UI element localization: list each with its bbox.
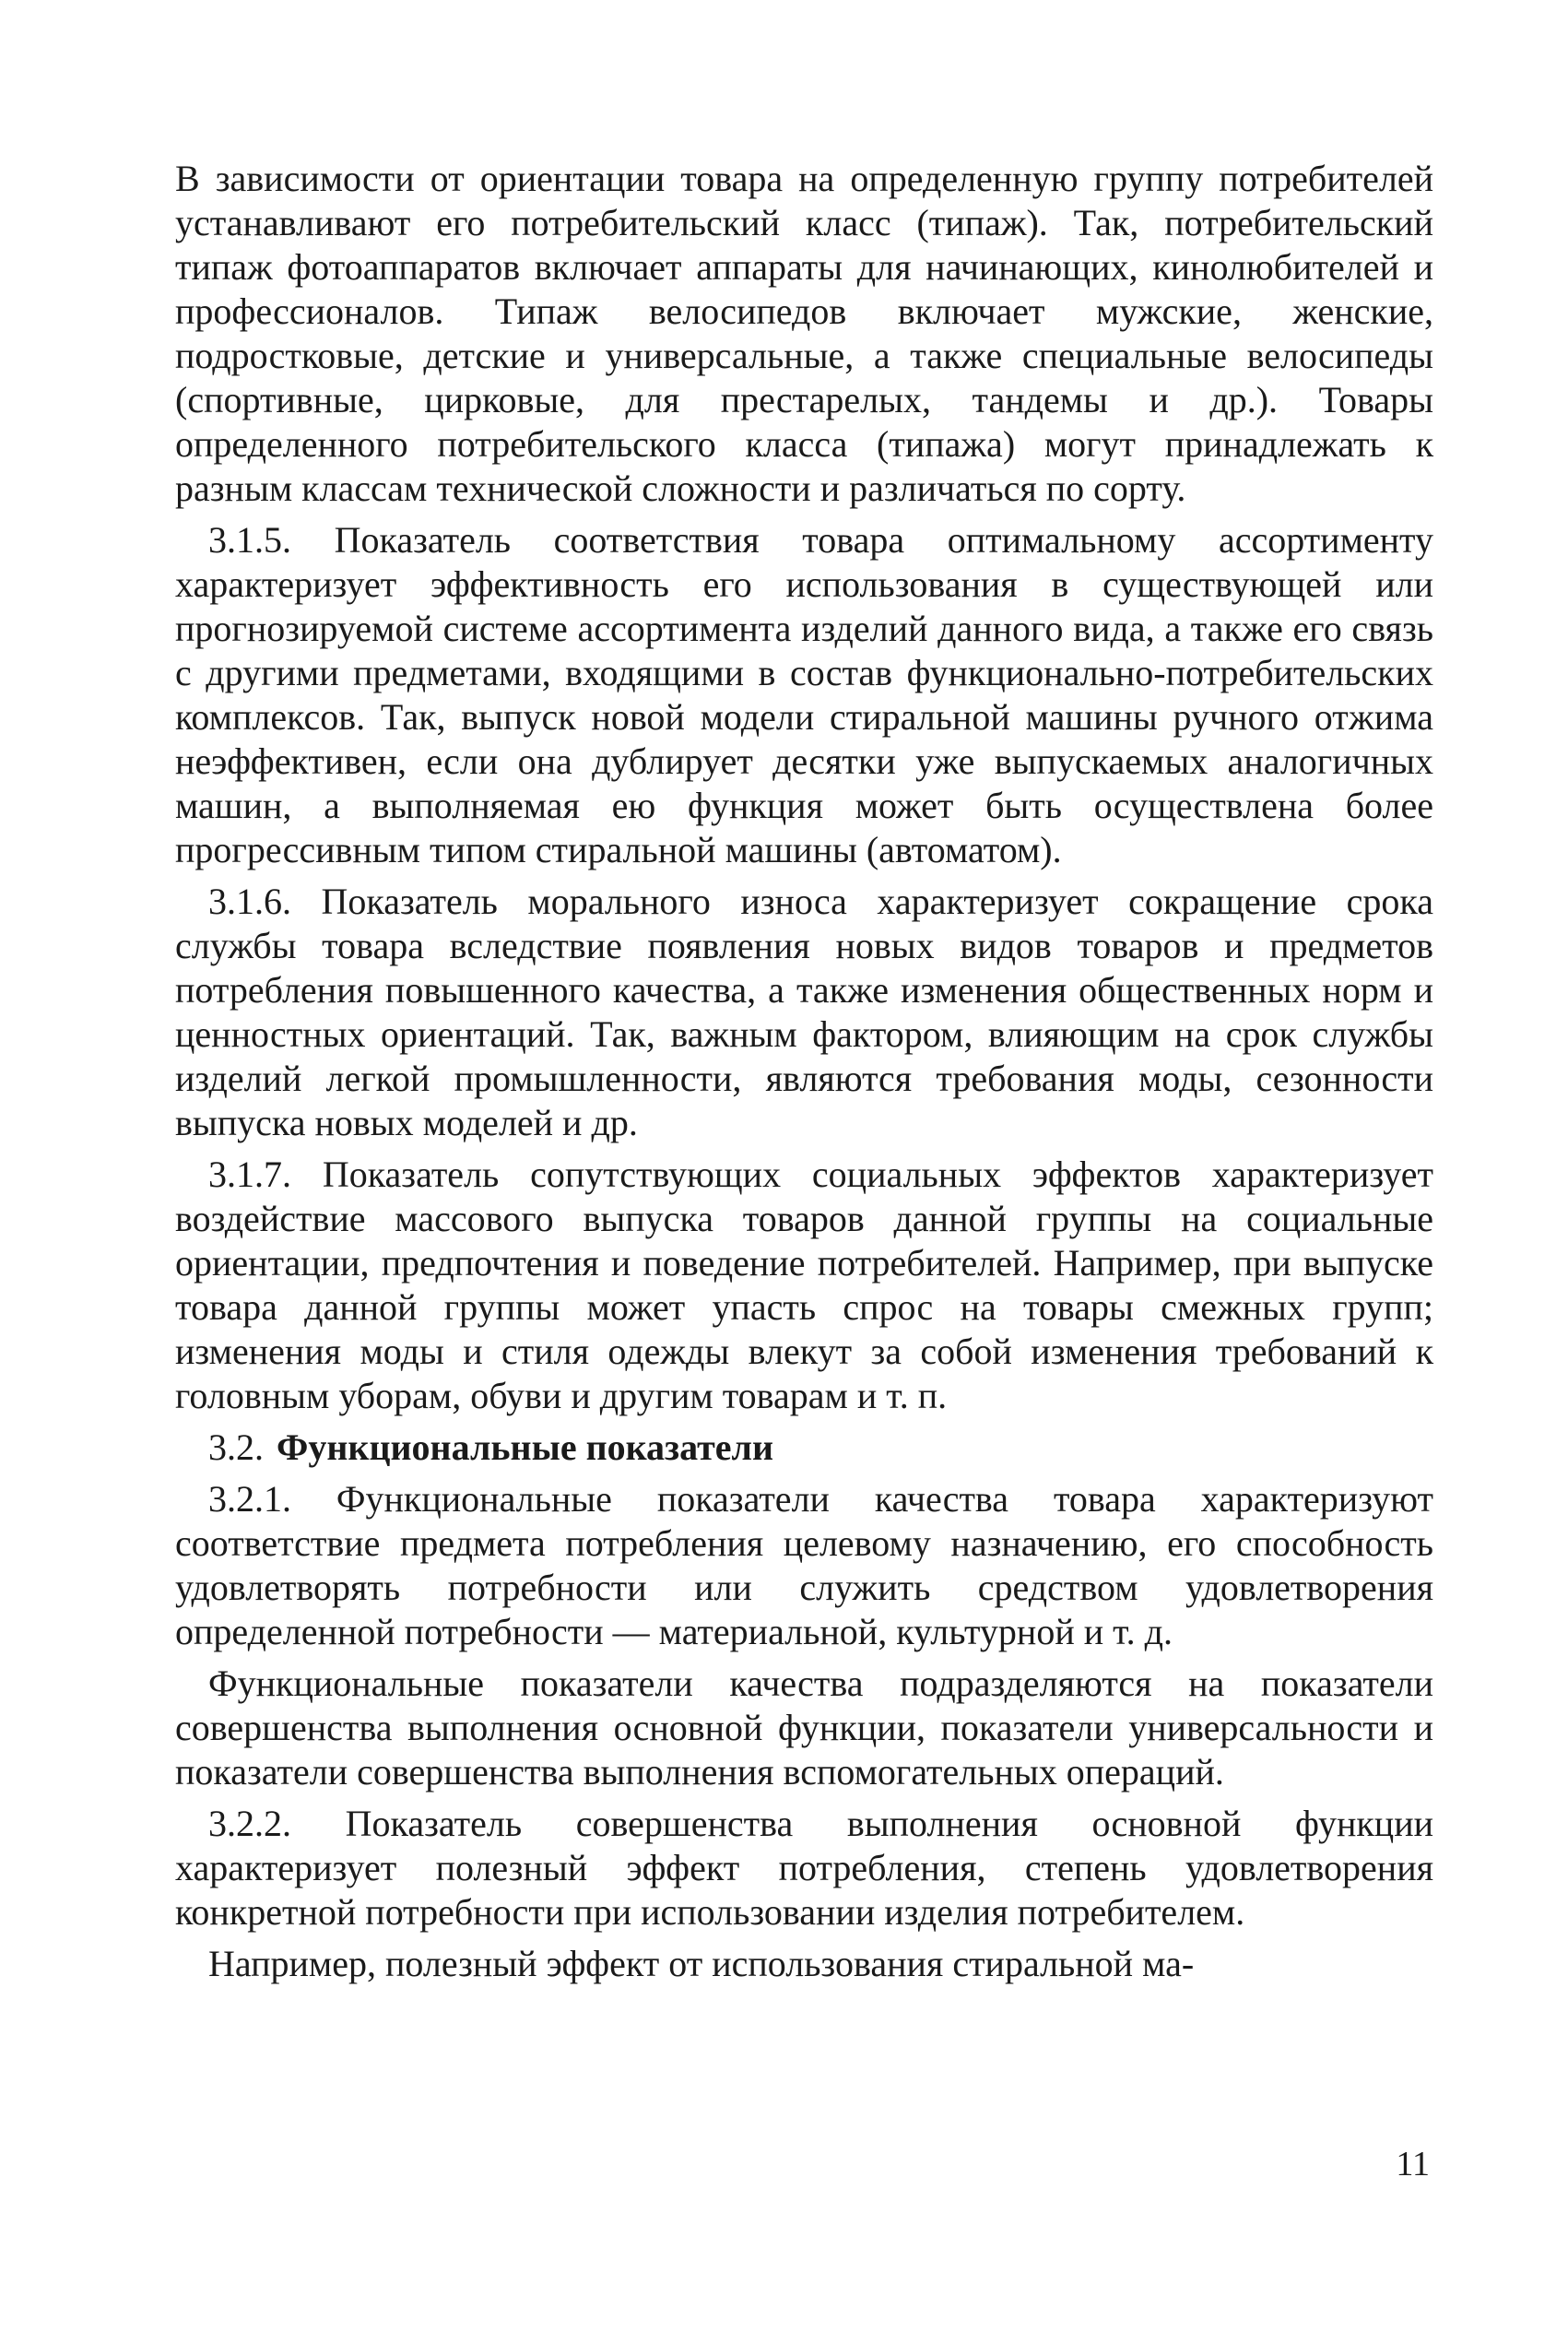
paragraph-3-2-1: 3.2.1. Функциональные показатели качества товара характеризуют соответствие предмета потребления целевому назначению, его способность удовлетворять потребности или служить средством удовлетворения определенной потребности — материальной, культурной и т. д. [175, 1478, 1433, 1652]
paragraph-example: Например, полезный эффект от использования стиральной ма- [208, 1943, 1195, 1984]
section-heading-3-2 [175, 1426, 1433, 1470]
section-number: 3.2. [208, 1426, 264, 1468]
section-title: Функциональные показатели [277, 1426, 773, 1468]
paragraph-3-1-7: 3.1.7. Показатель сопутствующих социальных эффектов характеризует воздействие массового выпуска товаров данной группы на социальные ориентации, предпочтения и поведение потребителей. Например, при выпуске товара данной группы может упасть спрос на товары смежных групп; изменения моды и стиля одежды влекут за собой изменения требований к головным уборам, обуви и другим товарам и т. п. [175, 1154, 1433, 1416]
paragraph-functional-subdivision: Функциональные показатели качества подразделяются на показатели совершенства выполнения основной функции, показатели универсальности и показатели совершенства выполнения вспомогательных операций. [175, 1662, 1433, 1793]
paragraph-3-2-2: 3.2.2. Показатель совершенства выполнения основной функции характеризует полезный эффект потребления, степень удовлетворения конкретной потребности при использовании изделия потребителем. [175, 1803, 1433, 1933]
page-number: 11 [1396, 2145, 1430, 2183]
paragraph-3-1-5: 3.1.5. Показатель соответствия товара оптимальному ассортименту характеризует эффективность его использования в существующей или прогнозируемой системе ассортимента изделий данного вида, а также его связь с другими предметами, входящими в состав функционально-потребительских комплексов. Так, выпуск новой модели стиральной машины ручного отжима неэффективен, если она дублирует десятки уже выпускаемых аналогичных машин, а выполняемая ею функция может быть осуществлена более прогрессивным типом стиральной машины (автоматом). [175, 519, 1433, 870]
paragraph-3-1-6: 3.1.6. Показатель морального износа характеризует сокращение срока службы товара вследствие появления новых видов товаров и предметов потребления повышенного качества, а также изменения общественных норм и ценностных ориентаций. Так, важным фактором, влияющим на срок службы изделий легкой промышленности, являются требования моды, сезонности выпуска новых моделей и др. [175, 881, 1433, 1143]
paragraph-typage: В зависимости от ориентации товара на определенную группу потребителей устанавливают его потребительский класс (типаж). Так, потребительский типаж фотоаппаратов включает аппараты для начинающих, кинолюбителей и профессионалов. Типаж велосипедов включает мужские, женские, подростковые, детские и универсальные, а также специальные велосипеды (спортивные, цирковые, для престарелых, тандемы и др.). Товары определенного потребительского класса (типажа) могут принадлежать к разным классам технической сложности и различаться по сорту. [175, 158, 1433, 509]
page-body [175, 157, 1433, 1994]
